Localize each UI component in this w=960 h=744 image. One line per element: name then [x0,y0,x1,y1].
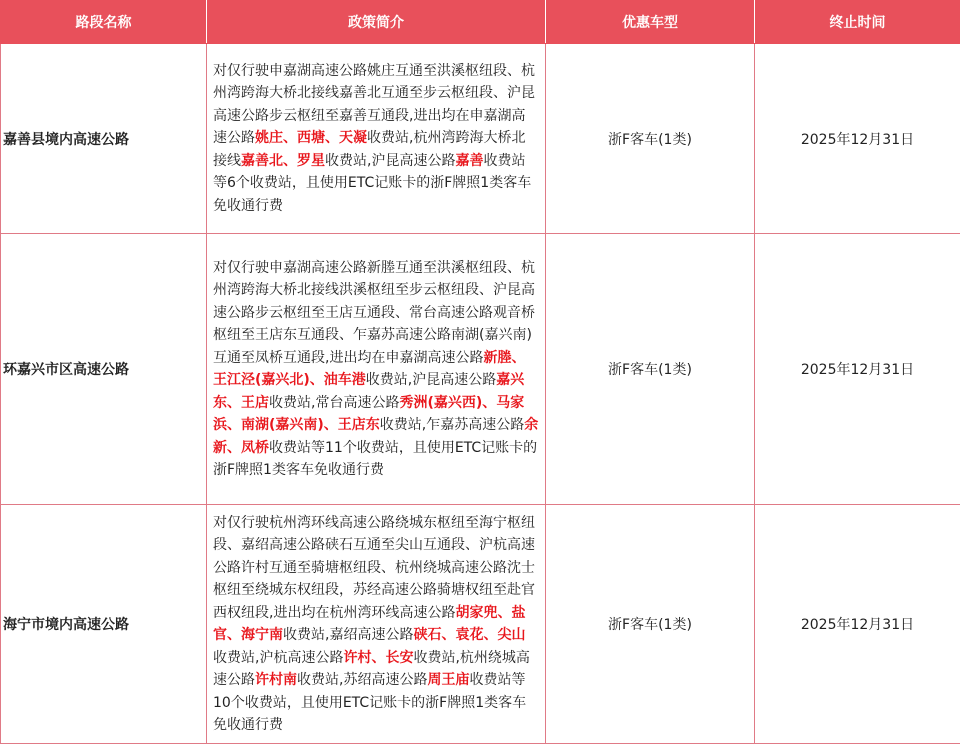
highlighted-station-names: 嘉兴东、王店 [213,372,525,411]
highlighted-station-names: 许村南 [255,672,297,688]
policy-text: 收费站,沪昆高速公路 [325,152,456,169]
policy-text: 收费站,苏绍高速公路 [297,672,428,688]
policy-text: 收费站等10个收费站，且使用ETC记账卡的浙F牌照1类客车免收通行费 [213,672,527,733]
table-row [1,234,960,505]
policy-text: 收费站,杭州绕城高速公路 [213,649,530,688]
end-date-cell: 2025年12月31日 [755,505,960,744]
header-vehicle-type: 优惠车型 [546,1,755,44]
policy-text: 对仅行驶杭州湾环线高速公路绕城东枢纽至海宁枢纽段、嘉绍高速公路硖石互通至尖山互通段、沪杭高速公路许村互通至骑塘枢纽段、杭州绕城高速公路沈士枢纽至绕城东权纽段，苏经高速公路骑塘权纽至赴官西权纽段,进出均在杭州湾环线高速公路 [213,514,535,621]
highlighted-station-names: 秀洲(嘉兴西)、马家浜、南湖(嘉兴南)、王店东 [213,394,525,433]
table-row [1,44,960,234]
policy-text: 收费站,沪杭高速公路 [213,649,344,666]
policy-text: 收费站,沪昆高速公路 [365,372,497,388]
policy-text: 对仅行驶申嘉湖高速公路姚庄互通至洪溪枢纽段、杭州湾跨海大桥北接线嘉善北互通至步云枢纽段、沪昆高速公路步云枢纽至嘉善互通段,进出均在申嘉湖高速公路 [213,62,535,147]
highlighted-station-names: 嘉善北、罗星 [241,152,325,169]
policy-text: 对仅行驶申嘉湖高速公路新塍互通至洪溪枢纽段、杭州湾跨海大桥北接线洪溪枢纽至步云枢纽段、沪昆高速公路步云枢纽至王店互通段、常台高速公路观音桥枢纽至王店东互通段、乍嘉苏高速公路南湖(嘉兴南)互通至凤桥互通段,进出均在申嘉湖高速公路 [213,259,535,366]
vehicle-type-cell: 浙F客车(1类) [546,234,755,505]
policy-cell [207,44,546,234]
vehicle-type-cell: 浙F客车(1类) [546,44,755,234]
highlighted-station-names: 硖石、袁花、尖山 [413,627,526,643]
highlighted-station-names: 周王庙 [427,672,470,688]
highlighted-station-names: 胡家兜、盐官、海宁南 [213,604,526,643]
policy-text: 收费站,常台高速公路 [269,394,400,411]
highlighted-station-names: 嘉善 [455,152,484,169]
policy-cell [207,234,546,505]
policy-text: 收费站,杭州湾跨海大桥北接线 [213,130,526,169]
policy-text: 收费站等11个收费站，且使用ETC记账卡的浙F牌照1类客车免收通行费 [213,439,538,478]
highlighted-station-names: 姚庄、西塘、天凝 [255,130,367,147]
end-date-cell: 2025年12月31日 [755,234,960,505]
road-name-cell: 海宁市境内高速公路 [1,505,207,744]
road-name-cell: 环嘉兴市区高速公路 [1,234,207,505]
road-name-cell: 嘉善县境内高速公路 [1,44,207,234]
header-end-date: 终止时间 [755,1,960,44]
policy-text: 收费站等6个收费站，且使用ETC记账卡的浙F牌照1类客车免收通行费 [213,152,532,214]
header-policy: 政策简介 [207,1,546,44]
highlighted-station-names: 余新、凤桥 [213,417,539,456]
end-date-cell: 2025年12月31日 [755,44,960,234]
highlighted-station-names: 许村、长安 [343,649,414,666]
policy-text: 收费站,嘉绍高速公路 [283,627,414,643]
highlighted-station-names: 新塍、王江泾(嘉兴北)、油车港 [213,349,526,388]
vehicle-type-cell: 浙F客车(1类) [546,505,755,744]
header-road-name: 路段名称 [1,1,207,44]
header-row [1,1,960,44]
policy-cell [207,505,546,744]
policy-text: 收费站,乍嘉苏高速公路 [379,417,525,433]
table-row [1,505,960,744]
